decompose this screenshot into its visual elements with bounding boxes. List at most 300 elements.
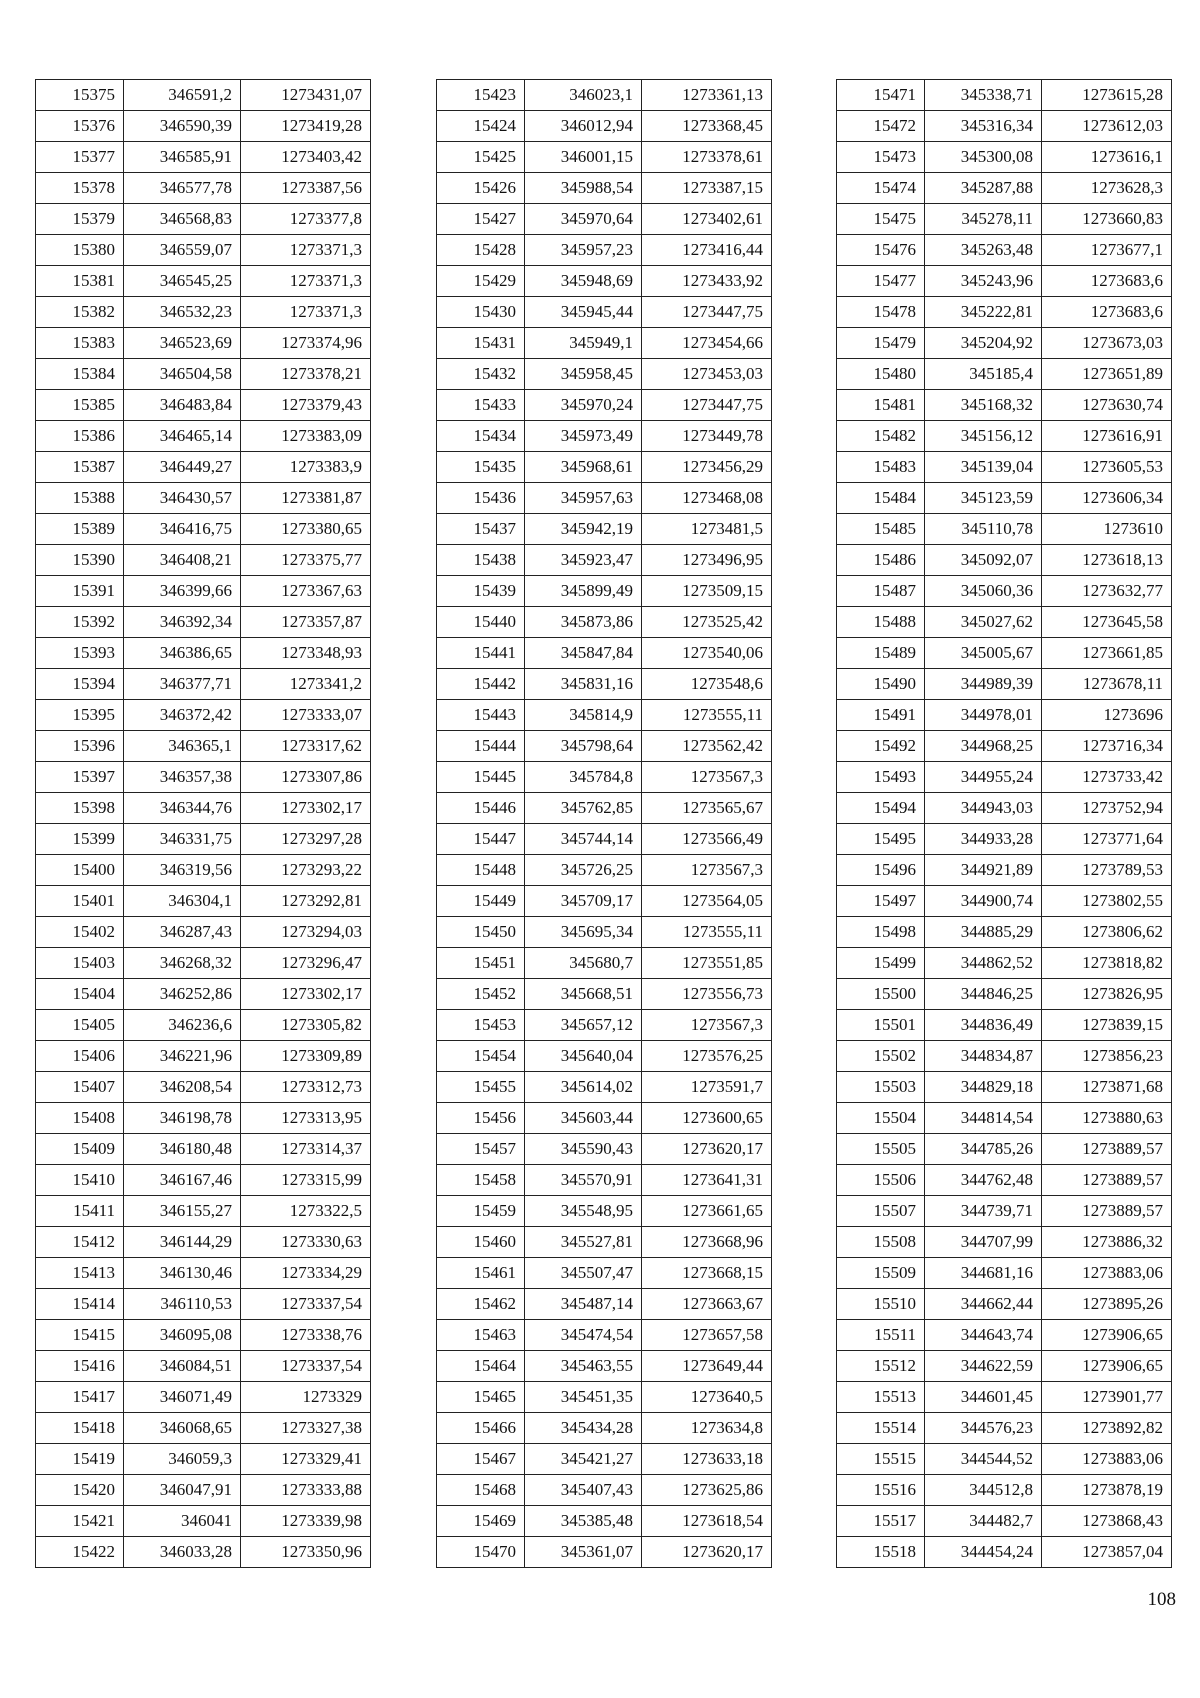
y-coordinate-cell: 1273565,67 [642, 793, 772, 824]
point-number-cell: 15494 [837, 793, 925, 824]
point-number-cell: 15416 [36, 1351, 124, 1382]
y-coordinate-cell: 1273377,8 [241, 204, 371, 235]
point-number-cell: 15460 [437, 1227, 525, 1258]
table-row [837, 1320, 1172, 1351]
y-coordinate-cell: 1273378,61 [642, 142, 772, 173]
y-coordinate-cell: 1273620,17 [642, 1537, 772, 1568]
point-number-cell: 15392 [36, 607, 124, 638]
table-row [36, 328, 371, 359]
point-number-cell: 15491 [837, 700, 925, 731]
point-number-cell: 15386 [36, 421, 124, 452]
table-row [36, 1537, 371, 1568]
point-number-cell: 15395 [36, 700, 124, 731]
point-number-cell: 15420 [36, 1475, 124, 1506]
x-coordinate-cell: 346236,6 [124, 1010, 241, 1041]
x-coordinate-cell: 346590,39 [124, 111, 241, 142]
y-coordinate-cell: 1273555,11 [642, 917, 772, 948]
y-coordinate-cell: 1273645,58 [1042, 607, 1172, 638]
y-coordinate-cell: 1273378,21 [241, 359, 371, 390]
table-row [837, 111, 1172, 142]
table-row [437, 80, 772, 111]
x-coordinate-cell: 345603,44 [525, 1103, 642, 1134]
table-row [36, 1134, 371, 1165]
point-number-cell: 15481 [837, 390, 925, 421]
y-coordinate-cell: 1273327,38 [241, 1413, 371, 1444]
table-row [837, 917, 1172, 948]
point-number-cell: 15500 [837, 979, 925, 1010]
y-coordinate-cell: 1273449,78 [642, 421, 772, 452]
y-coordinate-cell: 1273337,54 [241, 1351, 371, 1382]
x-coordinate-cell: 345060,36 [925, 576, 1042, 607]
x-coordinate-cell: 345287,88 [925, 173, 1042, 204]
x-coordinate-cell: 345668,51 [525, 979, 642, 1010]
x-coordinate-cell: 345110,78 [925, 514, 1042, 545]
table-row [837, 297, 1172, 328]
point-number-cell: 15424 [437, 111, 525, 142]
point-number-cell: 15496 [837, 855, 925, 886]
table-row [36, 824, 371, 855]
point-number-cell: 15474 [837, 173, 925, 204]
table-row [36, 1475, 371, 1506]
point-number-cell: 15385 [36, 390, 124, 421]
y-coordinate-cell: 1273889,57 [1042, 1196, 1172, 1227]
x-coordinate-cell: 346059,3 [124, 1444, 241, 1475]
x-coordinate-cell: 346198,78 [124, 1103, 241, 1134]
y-coordinate-cell: 1273380,65 [241, 514, 371, 545]
table-row [437, 1289, 772, 1320]
x-coordinate-cell: 344900,74 [925, 886, 1042, 917]
y-coordinate-cell: 1273339,98 [241, 1506, 371, 1537]
y-coordinate-cell: 1273826,95 [1042, 979, 1172, 1010]
x-coordinate-cell: 346449,27 [124, 452, 241, 483]
table-row [437, 793, 772, 824]
table-row [837, 979, 1172, 1010]
x-coordinate-cell: 344643,74 [925, 1320, 1042, 1351]
table-row [437, 917, 772, 948]
point-number-cell: 15414 [36, 1289, 124, 1320]
y-coordinate-cell: 1273357,87 [241, 607, 371, 638]
point-number-cell: 15487 [837, 576, 925, 607]
table-row [36, 607, 371, 638]
x-coordinate-cell: 344834,87 [925, 1041, 1042, 1072]
point-number-cell: 15382 [36, 297, 124, 328]
point-number-cell: 15514 [837, 1413, 925, 1444]
x-coordinate-cell: 345970,64 [525, 204, 642, 235]
table-row [36, 235, 371, 266]
y-coordinate-cell: 1273857,04 [1042, 1537, 1172, 1568]
table-row [437, 855, 772, 886]
x-coordinate-cell: 345988,54 [525, 173, 642, 204]
point-number-cell: 15378 [36, 173, 124, 204]
coordinates-table-1 [35, 79, 371, 1568]
x-coordinate-cell: 345958,45 [525, 359, 642, 390]
y-coordinate-cell: 1273880,63 [1042, 1103, 1172, 1134]
table-row [36, 452, 371, 483]
point-number-cell: 15433 [437, 390, 525, 421]
y-coordinate-cell: 1273419,28 [241, 111, 371, 142]
y-coordinate-cell: 1273906,65 [1042, 1320, 1172, 1351]
point-number-cell: 15513 [837, 1382, 925, 1413]
table-row [437, 452, 772, 483]
x-coordinate-cell: 346483,84 [124, 390, 241, 421]
table-row [36, 514, 371, 545]
y-coordinate-cell: 1273567,3 [642, 1010, 772, 1041]
table-row [437, 1041, 772, 1072]
table-row [36, 669, 371, 700]
table-row [837, 1382, 1172, 1413]
x-coordinate-cell: 346504,58 [124, 359, 241, 390]
y-coordinate-cell: 1273640,5 [642, 1382, 772, 1413]
x-coordinate-cell: 346559,07 [124, 235, 241, 266]
y-coordinate-cell: 1273387,56 [241, 173, 371, 204]
table-row [837, 1475, 1172, 1506]
table-row [437, 142, 772, 173]
x-coordinate-cell: 346221,96 [124, 1041, 241, 1072]
table-row [837, 1041, 1172, 1072]
y-coordinate-cell: 1273610 [1042, 514, 1172, 545]
point-number-cell: 15443 [437, 700, 525, 731]
x-coordinate-cell: 345278,11 [925, 204, 1042, 235]
point-number-cell: 15515 [837, 1444, 925, 1475]
y-coordinate-cell: 1273387,15 [642, 173, 772, 204]
table-row [837, 1196, 1172, 1227]
point-number-cell: 15426 [437, 173, 525, 204]
point-number-cell: 15396 [36, 731, 124, 762]
x-coordinate-cell: 345899,49 [525, 576, 642, 607]
x-coordinate-cell: 345945,44 [525, 297, 642, 328]
table-row [437, 390, 772, 421]
x-coordinate-cell: 344622,59 [925, 1351, 1042, 1382]
x-coordinate-cell: 345005,67 [925, 638, 1042, 669]
point-number-cell: 15456 [437, 1103, 525, 1134]
point-number-cell: 15463 [437, 1320, 525, 1351]
y-coordinate-cell: 1273334,29 [241, 1258, 371, 1289]
y-coordinate-cell: 1273906,65 [1042, 1351, 1172, 1382]
x-coordinate-cell: 346155,27 [124, 1196, 241, 1227]
table-row [837, 173, 1172, 204]
x-coordinate-cell: 345139,04 [925, 452, 1042, 483]
x-coordinate-cell: 345434,28 [525, 1413, 642, 1444]
y-coordinate-cell: 1273612,03 [1042, 111, 1172, 142]
point-number-cell: 15472 [837, 111, 925, 142]
y-coordinate-cell: 1273752,94 [1042, 793, 1172, 824]
y-coordinate-cell: 1273661,65 [642, 1196, 772, 1227]
table-row [837, 1289, 1172, 1320]
x-coordinate-cell: 345222,81 [925, 297, 1042, 328]
table-row [36, 979, 371, 1010]
y-coordinate-cell: 1273895,26 [1042, 1289, 1172, 1320]
y-coordinate-cell: 1273551,85 [642, 948, 772, 979]
y-coordinate-cell: 1273562,42 [642, 731, 772, 762]
table-row [36, 1444, 371, 1475]
point-number-cell: 15480 [837, 359, 925, 390]
x-coordinate-cell: 344707,99 [925, 1227, 1042, 1258]
y-coordinate-cell: 1273683,6 [1042, 266, 1172, 297]
point-number-cell: 15423 [437, 80, 525, 111]
table-row [837, 1072, 1172, 1103]
x-coordinate-cell: 346071,49 [124, 1382, 241, 1413]
point-number-cell: 15508 [837, 1227, 925, 1258]
y-coordinate-cell: 1273383,09 [241, 421, 371, 452]
table-row [837, 1413, 1172, 1444]
point-number-cell: 15402 [36, 917, 124, 948]
x-coordinate-cell: 346268,32 [124, 948, 241, 979]
point-number-cell: 15517 [837, 1506, 925, 1537]
y-coordinate-cell: 1273302,17 [241, 793, 371, 824]
table-row [36, 1165, 371, 1196]
table-row [837, 142, 1172, 173]
y-coordinate-cell: 1273379,43 [241, 390, 371, 421]
y-coordinate-cell: 1273566,49 [642, 824, 772, 855]
y-coordinate-cell: 1273556,73 [642, 979, 772, 1010]
point-number-cell: 15449 [437, 886, 525, 917]
y-coordinate-cell: 1273314,37 [241, 1134, 371, 1165]
table-row [36, 1041, 371, 1072]
table-row [437, 700, 772, 731]
point-number-cell: 15398 [36, 793, 124, 824]
y-coordinate-cell: 1273368,45 [642, 111, 772, 142]
table-row [437, 1134, 772, 1165]
x-coordinate-cell: 346023,1 [525, 80, 642, 111]
table-row [837, 266, 1172, 297]
x-coordinate-cell: 346568,83 [124, 204, 241, 235]
y-coordinate-cell: 1273634,8 [642, 1413, 772, 1444]
point-number-cell: 15489 [837, 638, 925, 669]
y-coordinate-cell: 1273632,77 [1042, 576, 1172, 607]
table-row [837, 1351, 1172, 1382]
y-coordinate-cell: 1273333,88 [241, 1475, 371, 1506]
y-coordinate-cell: 1273509,15 [642, 576, 772, 607]
x-coordinate-cell: 345451,35 [525, 1382, 642, 1413]
y-coordinate-cell: 1273383,9 [241, 452, 371, 483]
table-row [36, 762, 371, 793]
table-row [36, 1382, 371, 1413]
point-number-cell: 15413 [36, 1258, 124, 1289]
x-coordinate-cell: 346365,1 [124, 731, 241, 762]
point-number-cell: 15404 [36, 979, 124, 1010]
table-row [36, 576, 371, 607]
x-coordinate-cell: 346408,21 [124, 545, 241, 576]
x-coordinate-cell: 345831,16 [525, 669, 642, 700]
table-row [837, 390, 1172, 421]
table-row [437, 948, 772, 979]
point-number-cell: 15495 [837, 824, 925, 855]
y-coordinate-cell: 1273341,2 [241, 669, 371, 700]
table-row [837, 1165, 1172, 1196]
table-row [837, 483, 1172, 514]
x-coordinate-cell: 345798,64 [525, 731, 642, 762]
y-coordinate-cell: 1273525,42 [642, 607, 772, 638]
x-coordinate-cell: 346465,14 [124, 421, 241, 452]
point-number-cell: 15493 [837, 762, 925, 793]
y-coordinate-cell: 1273567,3 [642, 855, 772, 886]
table-row [837, 1103, 1172, 1134]
y-coordinate-cell: 1273733,42 [1042, 762, 1172, 793]
point-number-cell: 15469 [437, 1506, 525, 1537]
table-row [837, 793, 1172, 824]
table-row [36, 1072, 371, 1103]
x-coordinate-cell: 345421,27 [525, 1444, 642, 1475]
point-number-cell: 15446 [437, 793, 525, 824]
point-number-cell: 15451 [437, 948, 525, 979]
table-row [837, 886, 1172, 917]
y-coordinate-cell: 1273839,15 [1042, 1010, 1172, 1041]
point-number-cell: 15470 [437, 1537, 525, 1568]
point-number-cell: 15436 [437, 483, 525, 514]
x-coordinate-cell: 346377,71 [124, 669, 241, 700]
table-row [437, 1506, 772, 1537]
table-row [837, 576, 1172, 607]
y-coordinate-cell: 1273616,1 [1042, 142, 1172, 173]
y-coordinate-cell: 1273818,82 [1042, 948, 1172, 979]
x-coordinate-cell: 346357,38 [124, 762, 241, 793]
coordinates-table-3 [836, 79, 1172, 1568]
table-row [837, 1537, 1172, 1568]
x-coordinate-cell: 346033,28 [124, 1537, 241, 1568]
y-coordinate-cell: 1273297,28 [241, 824, 371, 855]
point-number-cell: 15479 [837, 328, 925, 359]
table-row [36, 948, 371, 979]
point-number-cell: 15409 [36, 1134, 124, 1165]
point-number-cell: 15428 [437, 235, 525, 266]
table-row [437, 1227, 772, 1258]
point-number-cell: 15375 [36, 80, 124, 111]
y-coordinate-cell: 1273371,3 [241, 235, 371, 266]
point-number-cell: 15458 [437, 1165, 525, 1196]
point-number-cell: 15459 [437, 1196, 525, 1227]
x-coordinate-cell: 346304,1 [124, 886, 241, 917]
x-coordinate-cell: 345243,96 [925, 266, 1042, 297]
table-row [437, 514, 772, 545]
point-number-cell: 15477 [837, 266, 925, 297]
x-coordinate-cell: 345548,95 [525, 1196, 642, 1227]
point-number-cell: 15442 [437, 669, 525, 700]
point-number-cell: 15439 [437, 576, 525, 607]
coordinates-table-2 [436, 79, 772, 1568]
point-number-cell: 15438 [437, 545, 525, 576]
y-coordinate-cell: 1273618,13 [1042, 545, 1172, 576]
x-coordinate-cell: 345957,63 [525, 483, 642, 514]
table-row [837, 452, 1172, 483]
x-coordinate-cell: 346416,75 [124, 514, 241, 545]
table-row [36, 1010, 371, 1041]
y-coordinate-cell: 1273630,74 [1042, 390, 1172, 421]
y-coordinate-cell: 1273878,19 [1042, 1475, 1172, 1506]
point-number-cell: 15497 [837, 886, 925, 917]
table-row [437, 824, 772, 855]
point-number-cell: 15408 [36, 1103, 124, 1134]
table-row [36, 1289, 371, 1320]
x-coordinate-cell: 346001,15 [525, 142, 642, 173]
point-number-cell: 15445 [437, 762, 525, 793]
y-coordinate-cell: 1273889,57 [1042, 1165, 1172, 1196]
table-row [36, 1506, 371, 1537]
y-coordinate-cell: 1273293,22 [241, 855, 371, 886]
point-number-cell: 15388 [36, 483, 124, 514]
point-number-cell: 15452 [437, 979, 525, 1010]
point-number-cell: 15379 [36, 204, 124, 235]
point-number-cell: 15455 [437, 1072, 525, 1103]
y-coordinate-cell: 1273313,95 [241, 1103, 371, 1134]
x-coordinate-cell: 346585,91 [124, 142, 241, 173]
table-row [837, 948, 1172, 979]
point-number-cell: 15390 [36, 545, 124, 576]
table-row [437, 1072, 772, 1103]
point-number-cell: 15387 [36, 452, 124, 483]
point-number-cell: 15492 [837, 731, 925, 762]
point-number-cell: 15462 [437, 1289, 525, 1320]
y-coordinate-cell: 1273806,62 [1042, 917, 1172, 948]
point-number-cell: 15427 [437, 204, 525, 235]
table-row [837, 1258, 1172, 1289]
point-number-cell: 15466 [437, 1413, 525, 1444]
table-row [437, 359, 772, 390]
x-coordinate-cell: 345263,48 [925, 235, 1042, 266]
y-coordinate-cell: 1273433,92 [642, 266, 772, 297]
table-row [837, 1444, 1172, 1475]
table-row [837, 328, 1172, 359]
y-coordinate-cell: 1273307,86 [241, 762, 371, 793]
table-row [837, 235, 1172, 266]
x-coordinate-cell: 344601,45 [925, 1382, 1042, 1413]
point-number-cell: 15397 [36, 762, 124, 793]
point-number-cell: 15512 [837, 1351, 925, 1382]
y-coordinate-cell: 1273330,63 [241, 1227, 371, 1258]
table-row [837, 824, 1172, 855]
y-coordinate-cell: 1273296,47 [241, 948, 371, 979]
x-coordinate-cell: 345300,08 [925, 142, 1042, 173]
point-number-cell: 15431 [437, 328, 525, 359]
y-coordinate-cell: 1273312,73 [241, 1072, 371, 1103]
point-number-cell: 15410 [36, 1165, 124, 1196]
y-coordinate-cell: 1273641,31 [642, 1165, 772, 1196]
point-number-cell: 15403 [36, 948, 124, 979]
table-row [36, 111, 371, 142]
point-number-cell: 15394 [36, 669, 124, 700]
point-number-cell: 15429 [437, 266, 525, 297]
point-number-cell: 15381 [36, 266, 124, 297]
y-coordinate-cell: 1273371,3 [241, 266, 371, 297]
point-number-cell: 15444 [437, 731, 525, 762]
point-number-cell: 15399 [36, 824, 124, 855]
point-number-cell: 15411 [36, 1196, 124, 1227]
x-coordinate-cell: 344662,44 [925, 1289, 1042, 1320]
y-coordinate-cell: 1273402,61 [642, 204, 772, 235]
y-coordinate-cell: 1273615,28 [1042, 80, 1172, 111]
y-coordinate-cell: 1273305,82 [241, 1010, 371, 1041]
table-row [36, 1351, 371, 1382]
point-number-cell: 15490 [837, 669, 925, 700]
y-coordinate-cell: 1273616,91 [1042, 421, 1172, 452]
table-row [837, 1227, 1172, 1258]
table-row [837, 204, 1172, 235]
point-number-cell: 15503 [837, 1072, 925, 1103]
y-coordinate-cell: 1273889,57 [1042, 1134, 1172, 1165]
table-row [837, 669, 1172, 700]
point-number-cell: 15504 [837, 1103, 925, 1134]
table-row [437, 607, 772, 638]
x-coordinate-cell: 344785,26 [925, 1134, 1042, 1165]
y-coordinate-cell: 1273605,53 [1042, 452, 1172, 483]
point-number-cell: 15435 [437, 452, 525, 483]
table-row [437, 1196, 772, 1227]
x-coordinate-cell: 345168,32 [925, 390, 1042, 421]
y-coordinate-cell: 1273649,44 [642, 1351, 772, 1382]
point-number-cell: 15505 [837, 1134, 925, 1165]
point-number-cell: 15501 [837, 1010, 925, 1041]
x-coordinate-cell: 345092,07 [925, 545, 1042, 576]
y-coordinate-cell: 1273564,05 [642, 886, 772, 917]
